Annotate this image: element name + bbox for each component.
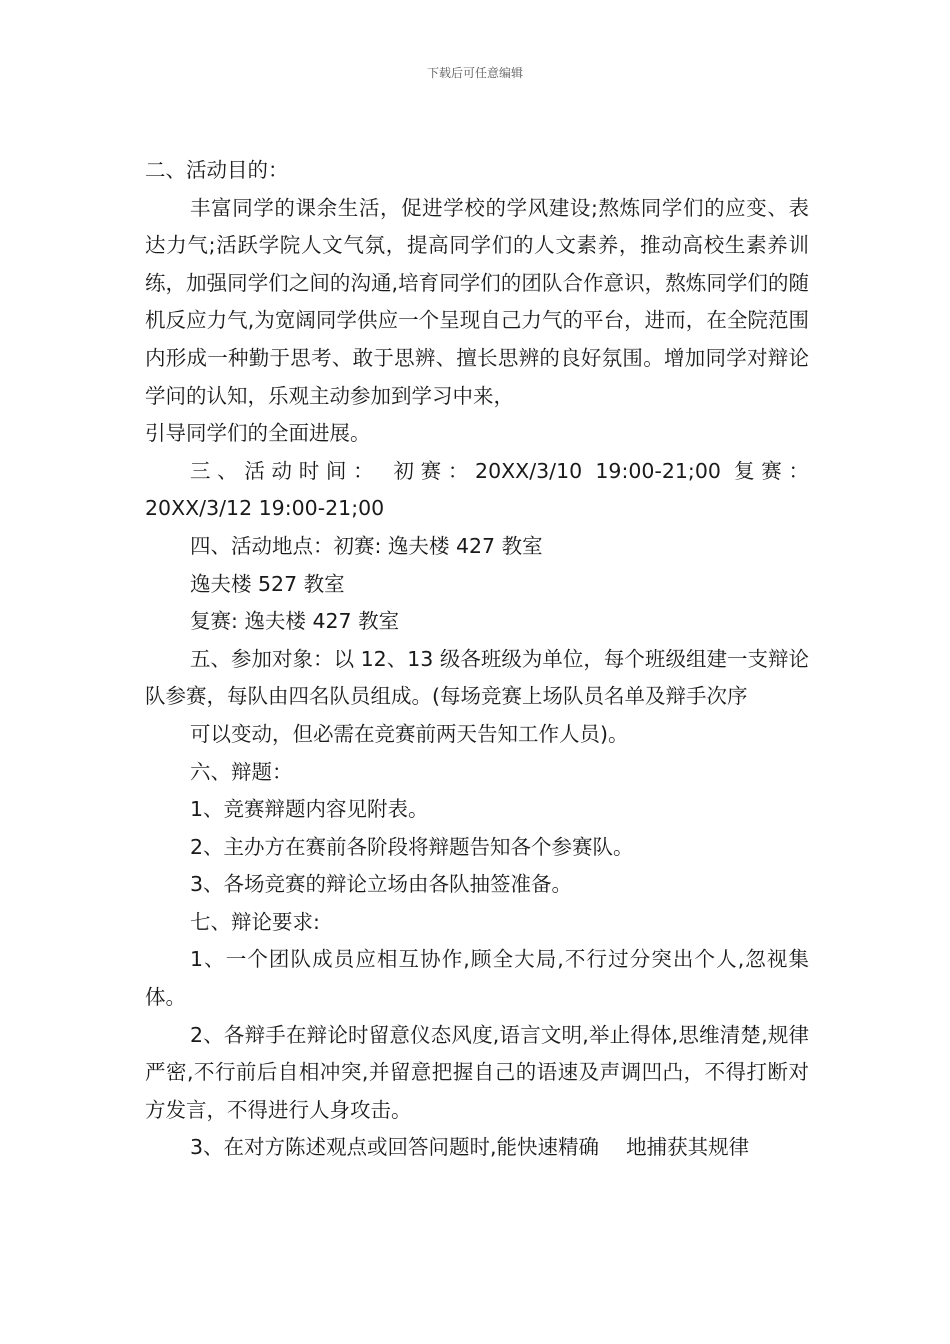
requirement-item-1: 1、一个团队成员应相互协作,顾全大局,不行过分突出个人,忽视集体。 [145, 947, 809, 1010]
section-activity-time: 三、活动时间： 初赛：20XX/3/10 19:00-21;00 复赛：20XX/3/12 19:00-21;00 [145, 458, 809, 521]
requirement-item-3: 3、在对方陈述观点或回答问题时,能快速精确 地捕获其规律 [190, 1135, 750, 1160]
topic-item-2: 2、主办方在赛前各阶段将辩题告知各个参赛队。 [190, 834, 634, 859]
paragraph-purpose-end: 引导同学们的全面进展。 [145, 421, 371, 446]
section-topics: 六、辩题： [190, 759, 293, 784]
section-heading-purpose: 二、活动目的： [145, 158, 289, 182]
section-activity-location: 四、活动地点：初赛: 逸夫楼 427 教室 [190, 533, 543, 558]
section-participants: 五、参加对象：以 12、13 级各班级为单位，每个班级组建一支辩论队参赛，每队由四名队员组成。(每场竞赛上场队员名单及辩手次序 [145, 646, 809, 709]
participants-note: 可以变动，但必需在竞赛前两天告知工作人员)。 [190, 721, 629, 746]
document-body [145, 152, 809, 1167]
location-line-2: 逸夫楼 527 教室 [190, 571, 345, 596]
topic-item-3: 3、各场竞赛的辩论立场由各队抽签准备。 [190, 872, 573, 897]
location-final: 复赛: 逸夫楼 427 教室 [190, 609, 400, 634]
topic-item-1: 1、竞赛辩题内容见附表。 [190, 797, 429, 822]
page-header: 下载后可任意编辑 [426, 66, 523, 80]
requirement-item-2: 2、各辩手在辩论时留意仪态风度,语言文明,举止得体,思维清楚,规律严密,不行前后自相冲突,并留意把握自己的语速及声调凹凸，不得打断对方发言，不得进行人身攻击。 [145, 1022, 809, 1122]
paragraph-purpose: 丰富同学的课余生活，促进学校的学风建设;熬炼同学们的应变、表达力气;活跃学院人文气氛，提高同学们的人文素养，推动高校生素养训练，加强同学们之间的沟通,培育同学们的团队合作意识，熬炼同学们的随机反应力气,为宽阔同学供应一个呈现自己力气的平台，进而，在全院范围内形成一种勤于思考、敢于思辨、擅长思辨的良好氛围。增加同学对辩论学问的认知，乐观主动参加到学习中来， [145, 195, 809, 408]
section-requirements: 七、辩论要求: [190, 909, 320, 934]
